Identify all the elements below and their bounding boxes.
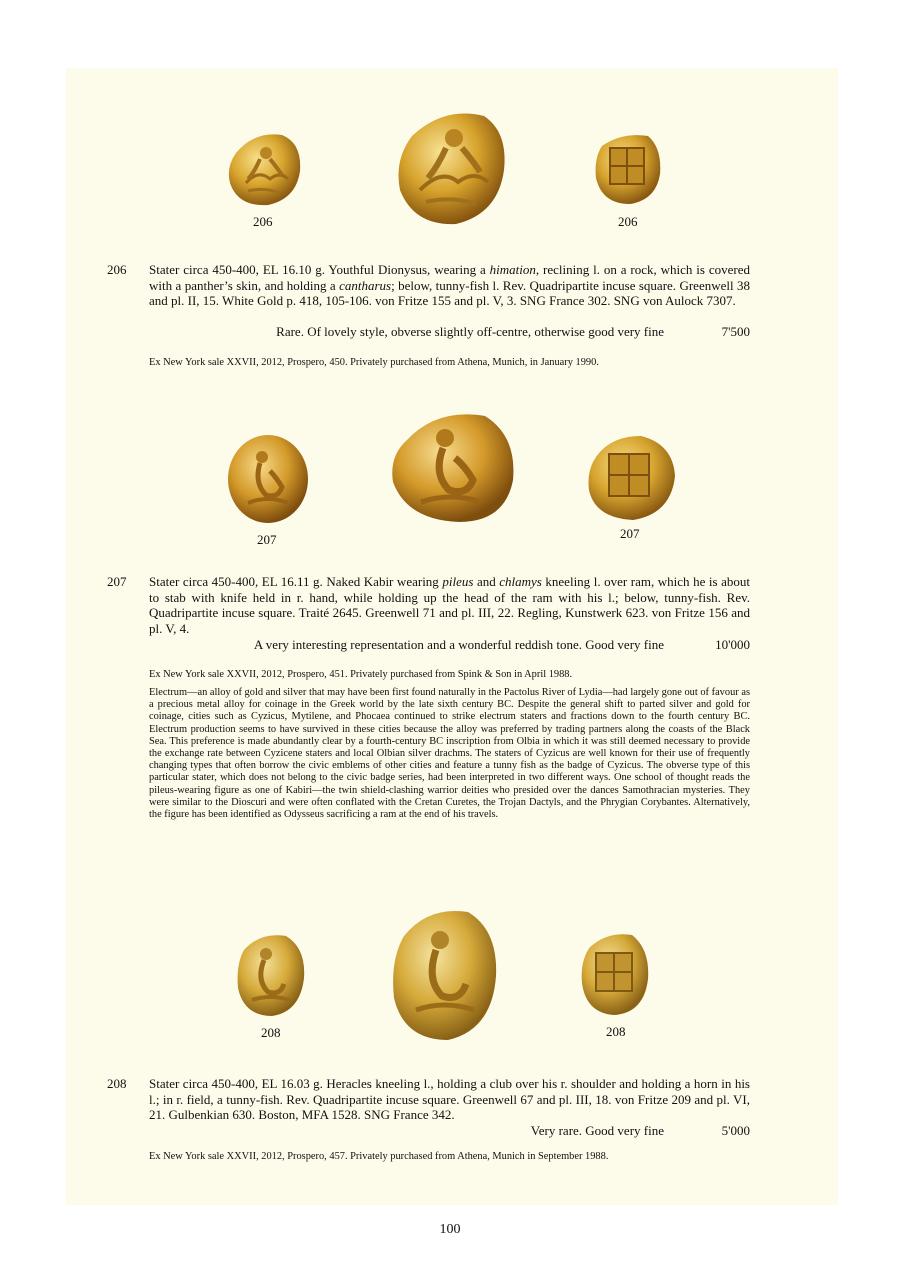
lot-provenance: Ex New York sale XXVII, 2012, Prospero, 450. Privately purchased from Athena, Munich, in January 1990. xyxy=(149,357,599,368)
coin-obverse-photo xyxy=(234,930,308,1020)
lot-description: Stater circa 450-400, EL 16.10 g. Youthful Dionysus, wearing a himation, reclining l. on a rock, which is covered with a panther’s skin, and holding a cantharus; below, tunny-fish l. Rev. Quadripartite incuse square. Greenwell 38 and pl. II, 15. White Gold p. 418, 105-106. von Fritze 155 and pl. V, 3. SNG France 302. SNG von Aulock 7307. xyxy=(149,262,750,308)
lot-estimate: 10'000 xyxy=(715,637,750,652)
lot-estimate: 5'000 xyxy=(721,1123,750,1138)
coin-reverse-photo xyxy=(578,929,652,1019)
lot-number: 206 xyxy=(107,262,127,277)
photo-label: 208 xyxy=(261,1025,281,1040)
coin-obverse-enlarged-photo xyxy=(389,410,517,522)
coin-obverse-photo xyxy=(226,433,310,525)
photo-label: 206 xyxy=(253,214,273,229)
lot-remarks: Very rare. Good very fine xyxy=(530,1123,664,1138)
lot-remarks: Rare. Of lovely style, obverse slightly off-centre, otherwise good very fine xyxy=(276,324,664,339)
page-number: 100 xyxy=(439,1222,461,1237)
coin-reverse-photo xyxy=(585,432,677,522)
lot-provenance: Ex New York sale XXVII, 2012, Prospero, 451. Privately purchased from Spink & Son in April 1988. xyxy=(149,669,573,680)
lot-description: Stater circa 450-400, EL 16.11 g. Naked Kabir wearing pileus and chlamys kneeling l. over ram, which he is about to stab with knife held in r. hand, while holding up the head of the ram with his l.; below, tunny-fish. Rev. Quadripartite incuse square. Traité 2645. Greenwell 71 and pl. III, 22. Regling, Kunstwerk 623. von Fritze 156 and pl. V, 4. xyxy=(149,574,750,636)
lot-commentary: Electrum—an alloy of gold and silver that may have been first found naturally in the Pactolus River of Lydia—had largely gone out of favour as a precious metal alloy for coinage in the Greek world by the late sixth century BC. Despite the general shift to parted silver and gold for coinage, cities such as Cyzicus, Mytilene, and Phocaea continued to strike electrum staters and fractions down to the fourth century BC. Electrum production seems to have survived in these cities because the alloy was preferred by trading partners along the coasts of the Black Sea. This preference is made abundantly clear by a fourth-century BC inscription from Olbia in which it was still deemed necessary to provide the exchange rate between Cyzicene staters and local Olbian silver drachms. The staters of Cyzicus are well known for their use of frequently changing types that often borrow the civic emblems of other cities and feature a tunny fish as the badge of Cyzicus. The obverse type of this particular stater, which does not belong to the civic badge series, had been interpreted in two different ways. One school of thought reads the pileus-wearing figure as one of Kabiri—the twin shield-clashing warrior deities who presided over the dances Samothracian mysteries. They were similar to the Dioscuri and were often conflated with the Cretan Curetes, the Trojan Dactyls, and the Phrygian Corybantes. Alternatively, the figure has been identified as Odysseus sacrificing a ram at the end of his travels. xyxy=(149,687,750,821)
photo-label: 207 xyxy=(257,532,277,547)
lot-estimate: 7'500 xyxy=(721,324,750,339)
coin-reverse-photo xyxy=(592,130,664,206)
coin-obverse-photo xyxy=(224,129,304,209)
coin-obverse-enlarged-photo xyxy=(392,106,510,228)
lot-description: Stater circa 450-400, EL 16.03 g. Heracles kneeling l., holding a club over his r. shoulder and holding a horn in his l.; in r. field, a tunny-fish. Rev. Quadripartite incuse square. Greenwell 67 and pl. III, 18. von Fritze 209 and pl. VI, 21. Gulbenkian 630. Boston, MFA 1528. SNG France 342. xyxy=(149,1076,750,1122)
lot-number: 208 xyxy=(107,1076,127,1091)
photo-label: 208 xyxy=(606,1024,626,1039)
coin-obverse-enlarged-photo xyxy=(390,906,500,1042)
lot-remarks: A very interesting representation and a wonderful reddish tone. Good very fine xyxy=(253,637,664,652)
lot-number: 207 xyxy=(107,574,127,589)
photo-label: 207 xyxy=(620,526,640,541)
photo-label: 206 xyxy=(618,214,638,229)
lot-provenance: Ex New York sale XXVII, 2012, Prospero, 457. Privately purchased from Athena, Munich in September 1988. xyxy=(149,1151,609,1162)
